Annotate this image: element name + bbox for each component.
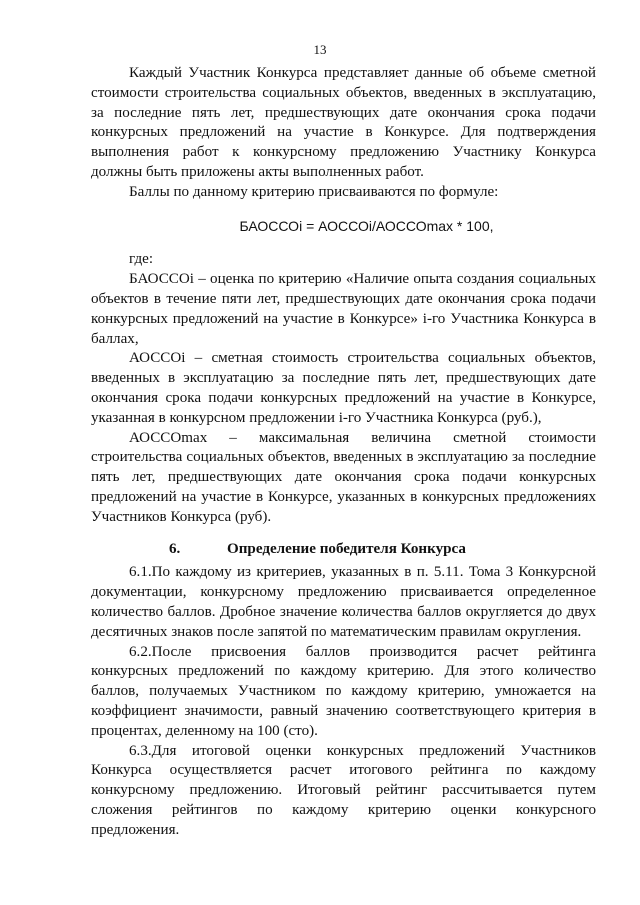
text-line: стоимости строительства социальных объектов, введенных в эксплуатацию, (91, 84, 596, 101)
formula: БАОССОi = АОССОi/АОССОmax * 100, (239, 217, 494, 234)
text-line: строительства социальных объектов, введенных в эксплуатацию за последние (91, 449, 596, 466)
text-line: должны быть приложены акты выполненных работ. (91, 163, 424, 180)
text-line: пять лет, предшествующих дате окончания срока подачи конкурсных (91, 469, 596, 486)
section-number: 6. (169, 540, 181, 557)
paragraph-formula-intro: Баллы по данному критерию присваиваются по формуле: (129, 183, 499, 200)
text-line: баллов, получаемых Участником по каждому критерию, умножается на (91, 683, 596, 700)
text-line: окончания срока подачи конкурсных предложений на участие в Конкурсе, (91, 389, 596, 406)
text-line: документации, конкурсному предложению присваивается определенное (91, 584, 596, 601)
definition-aosso-max (91, 429, 596, 528)
text-line: процентах, деленному на 100 (сто). (91, 722, 318, 739)
text-line: конкурсных предложений на участие в Конкурсе» i-го Участника Конкурса в (91, 310, 596, 327)
text-line: за последние пять лет, предшествующих дате окончания срока подачи (91, 104, 596, 121)
text-line: предложения. (91, 821, 180, 838)
text-line: конкурсных предложений по каждому критерию. Для этого количество (91, 663, 596, 680)
text-line: коэффициент значимости, равный значению соответствующего критерия в (91, 702, 596, 719)
section-title: Определение победителя Конкурса (227, 540, 466, 557)
text-line: предложений на участие в Конкурсе, указанных в конкурсных предложениях (91, 488, 596, 505)
page-content (91, 64, 596, 840)
where-label: где: (129, 251, 154, 268)
text-line: АОССОmax – максимальная величина сметной стоимости (129, 429, 596, 446)
paragraph-participant-data (91, 64, 596, 183)
paragraph-6-1 (91, 563, 596, 642)
text-line: выполнения работ к конкурсному предложению Участнику Конкурса (91, 144, 596, 161)
definition-baosso (91, 270, 596, 349)
paragraph-6-2 (91, 643, 596, 742)
text-line: объектов в течение пяти лет, предшествующих дате окончания срока подачи (91, 290, 596, 307)
text-line: 6.3.Для итоговой оценки конкурсных предложений Участников (129, 742, 596, 759)
text-line: сложения рейтингов по каждому критерию оценки конкурсного (91, 801, 596, 818)
text-line: 6.1.По каждому из критериев, указанных в п. 5.11. Тома 3 Конкурсной (129, 564, 596, 581)
text-line: конкурсных предложений на участие в Конкурсе. Для подтверждения (91, 124, 596, 141)
page-number: 13 (313, 42, 327, 57)
section-heading (91, 540, 596, 560)
text-line: конкурсному предложению. Итоговый рейтинг рассчитывается путем (91, 782, 596, 799)
text-line: Каждый Участник Конкурса представляет данные об объеме сметной (129, 65, 596, 81)
text-line: количество баллов. Дробное значение количества баллов округляется до двух (91, 603, 596, 620)
text-line: АОССОi – сметная стоимость строительства социальных объектов, (129, 350, 596, 367)
text-line: указанная в конкурсном предложении i-го Участника Конкурса (руб.), (91, 409, 542, 426)
definition-aosso (91, 349, 596, 428)
text-line: БАОССОi – оценка по критерию «Наличие опыта создания социальных (129, 271, 596, 288)
paragraph-6-3 (91, 742, 596, 841)
text-line: десятичных знаков после запятой по математическим правилам округления. (91, 623, 582, 640)
text-line: Конкурса осуществляется расчет итогового рейтинга по каждому (91, 762, 596, 779)
text-line: 6.2.После присвоения баллов производится расчет рейтинга (129, 643, 596, 660)
text-line: баллах, (91, 330, 139, 347)
text-line: введенных в эксплуатацию за последние пять лет, предшествующих дате (91, 370, 596, 387)
text-line: Участников Конкурса (руб). (91, 508, 272, 525)
